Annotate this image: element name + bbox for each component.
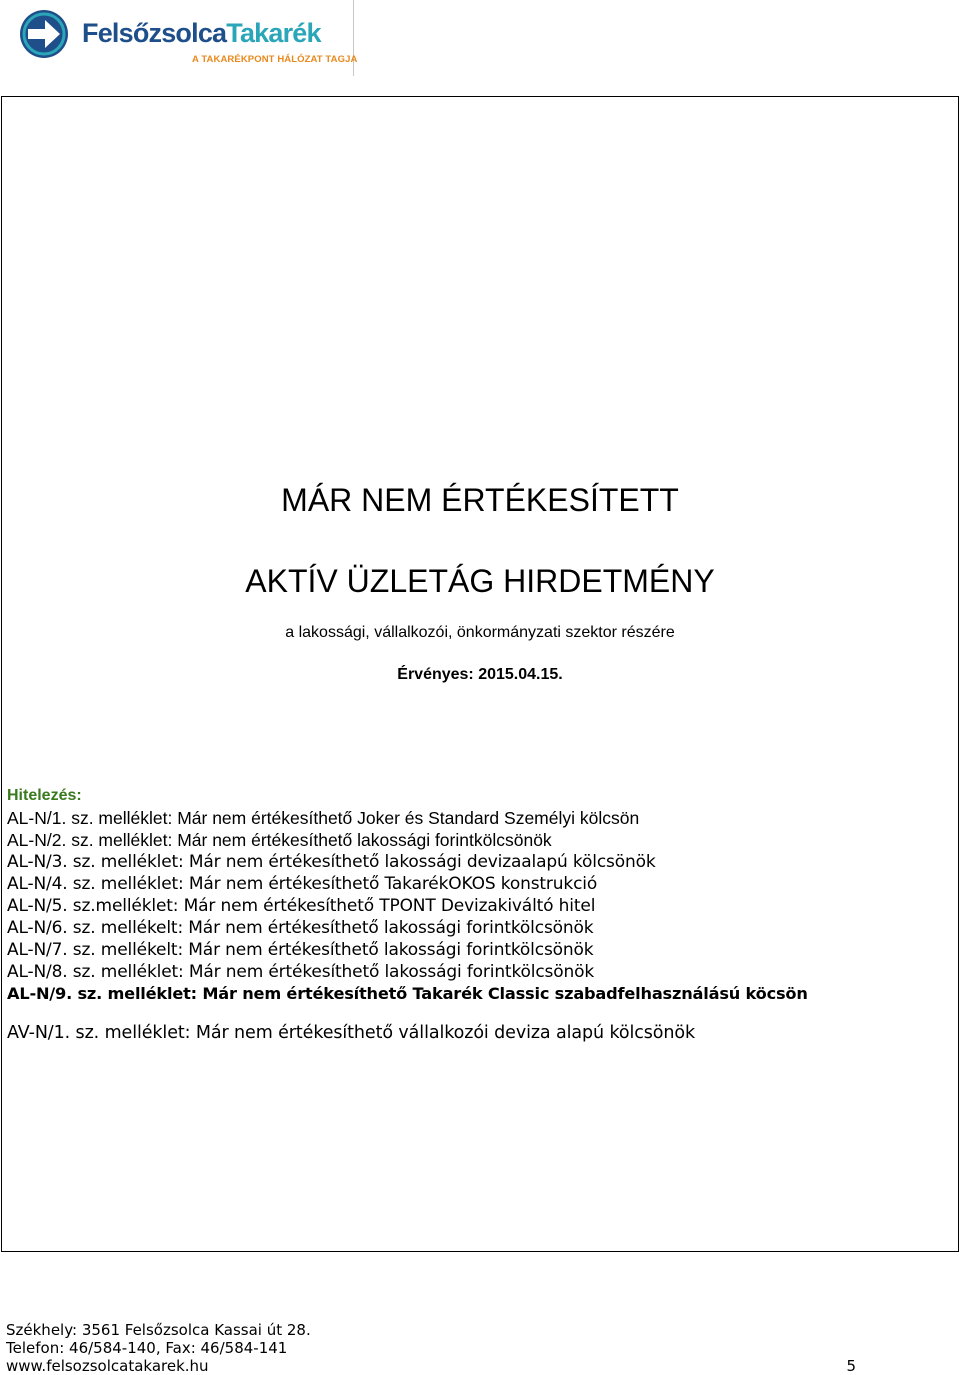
footer-address: Székhely: 3561 Felsőzsolca Kassai út 28.: [6, 1321, 311, 1339]
content-frame: [1, 96, 959, 1252]
list-item: AL-N/3. sz. melléklet: Már nem értékesíthető lakossági devizaalapú kölcsönök: [7, 852, 656, 872]
footer: [6, 1321, 856, 1375]
list-item: AL-N/8. sz. melléklet: Már nem értékesíthető lakossági forintkölcsönök: [7, 962, 595, 982]
list-item: AL-N/4. sz. melléklet: Már nem értékesíthető TakarékOKOS konstrukció: [7, 874, 598, 894]
section-heading-lending: Hitelezés:: [7, 787, 82, 804]
list-item: AL-N/1. sz. melléklet: Már nem értékesíthető Joker és Standard Személyi kölcsön: [7, 808, 640, 828]
document-subtitle: a lakossági, vállalkozói, önkormányzati szektor részére: [285, 624, 675, 641]
business-annex: AV-N/1. sz. melléklet: Már nem értékesíthető vállalkozói deviza alapú kölcsönök: [7, 1023, 696, 1043]
list-item: AL-N/7. sz. mellékelt: Már nem értékesíthető lakossági forintkölcsönök: [7, 940, 594, 960]
footer-website[interactable]: www.felsozsolcatakarek.hu: [6, 1357, 209, 1375]
list-item: AL-N/5. sz.melléklet: Már nem értékesíthető TPONT Devizakiváltó hitel: [7, 896, 596, 916]
logo-name-part2: Takarék: [226, 18, 321, 48]
logo: [6, 0, 358, 76]
list-item: AL-N/2. sz. melléklet: Már nem értékesíthető lakossági forintkölcsönök: [7, 830, 552, 850]
list-item: AL-N/6. sz. mellékelt: Már nem értékesíthető lakossági forintkölcsönök: [7, 918, 594, 938]
annex-list: [7, 807, 808, 1005]
logo-wordmark: [82, 18, 321, 49]
document-title-line1: MÁR NEM ÉRTÉKESÍTETT: [281, 482, 679, 518]
page-number: 5: [846, 1357, 856, 1375]
list-item: AL-N/9. sz. melléklet: Már nem értékesíthető Takarék Classic szabadfelhasználású köcsön: [7, 984, 808, 1003]
logo-name-part1: Felsőzsolca: [82, 18, 227, 48]
valid-from: Érvényes: 2015.04.15.: [397, 666, 563, 683]
arrow-right-circle-icon: [18, 8, 70, 60]
footer-phone-fax: Telefon: 46/584-140, Fax: 46/584-141: [6, 1339, 288, 1357]
logo-tagline: A TAKARÉKPONT HÁLÓZAT TAGJA: [192, 54, 358, 65]
document-title-line2: AKTÍV ÜZLETÁG HIRDETMÉNY: [245, 563, 715, 599]
